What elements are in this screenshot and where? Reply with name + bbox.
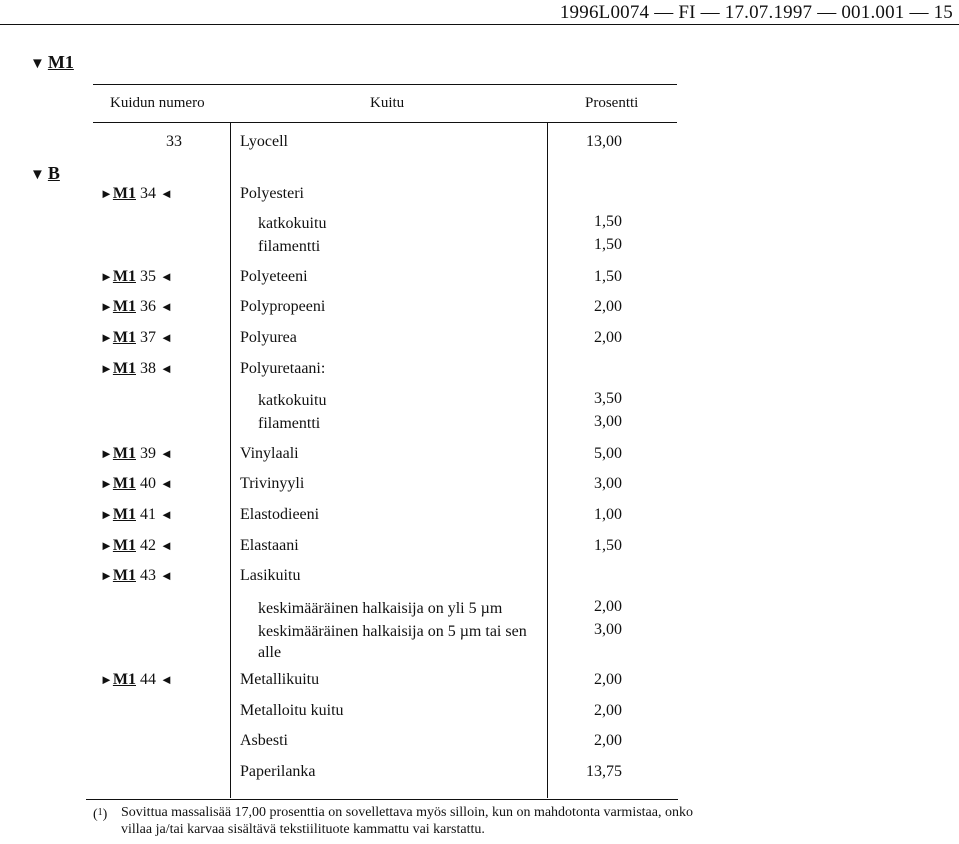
fiber-percent: 1,00	[594, 506, 622, 523]
left-triangle-icon: ◄	[159, 507, 173, 522]
fiber-name: Polyuretaani:	[240, 360, 326, 377]
fiber-number: ►M1 44 ◄	[100, 671, 173, 688]
fiber-subtype: filamentti	[258, 238, 321, 255]
fiber-percent: 2,00	[594, 671, 622, 688]
fiber-name: Polyesteri	[240, 185, 304, 202]
table-top-rule	[93, 84, 677, 85]
fiber-percent: 3,00	[594, 413, 622, 430]
left-triangle-icon: ◄	[159, 299, 173, 314]
fiber-name: Polyeteeni	[240, 268, 308, 285]
fiber-percent: 1,50	[594, 268, 622, 285]
document-header	[0, 0, 959, 25]
left-triangle-icon: ◄	[159, 568, 173, 583]
fiber-subtype: filamentti	[258, 415, 321, 432]
fiber-name: Polypropeeni	[240, 298, 326, 315]
fiber-number: ►M1 40 ◄	[100, 475, 173, 492]
fiber-percent: 3,00	[594, 621, 622, 638]
left-triangle-icon: ◄	[159, 330, 173, 345]
fiber-percent: 1,50	[594, 537, 622, 554]
fiber-percent: 2,00	[594, 598, 622, 615]
fiber-name: Elastodieeni	[240, 506, 320, 523]
left-triangle-icon: ◄	[159, 186, 173, 201]
fiber-number: ►M1 43 ◄	[100, 567, 173, 584]
left-triangle-icon: ◄	[159, 538, 173, 553]
column-header-number: Kuidun numero	[110, 95, 205, 111]
fiber-percent: 3,00	[594, 475, 622, 492]
fiber-number: ►M1 42 ◄	[100, 537, 173, 554]
left-triangle-icon: ◄	[159, 672, 173, 687]
fiber-subtype: katkokuitu	[258, 392, 327, 409]
fiber-percent: 2,00	[594, 298, 622, 315]
fiber-subtype: keskimääräinen halkaisija on 5 µm tai sen alle	[258, 623, 527, 661]
table-header-rule	[93, 122, 677, 123]
amendment-ref: ►M1	[100, 268, 136, 285]
fiber-name: Polyurea	[240, 329, 297, 346]
amendment-ref: ►M1	[100, 671, 136, 688]
amendment-ref: ►M1	[100, 567, 136, 584]
footnote	[93, 804, 693, 838]
fiber-name: Metallikuitu	[240, 671, 320, 688]
left-triangle-icon: ◄	[159, 476, 173, 491]
footnote-mark: ($^1$)	[93, 807, 108, 822]
right-triangle-icon: ►	[100, 476, 113, 491]
left-triangle-icon: ◄	[159, 361, 173, 376]
fiber-subtype: katkokuitu	[258, 215, 327, 232]
fiber-percent: 2,00	[594, 329, 622, 346]
column-header-percent: Prosentti	[585, 95, 639, 111]
right-triangle-icon: ►	[100, 361, 113, 376]
fiber-percent: 3,50	[594, 390, 622, 407]
right-triangle-icon: ►	[100, 186, 113, 201]
fiber-percent: 1,50	[594, 213, 622, 230]
right-triangle-icon: ►	[100, 299, 113, 314]
amendment-ref: ►M1	[100, 298, 136, 315]
fiber-number: ►M1 39 ◄	[100, 445, 173, 462]
amendment-ref: ►M1	[100, 185, 136, 202]
fiber-number: ►M1 37 ◄	[100, 329, 173, 346]
right-triangle-icon: ►	[100, 446, 113, 461]
right-triangle-icon: ►	[100, 672, 113, 687]
amendment-ref: ►M1	[100, 360, 136, 377]
fiber-number: ►M1 36 ◄	[100, 298, 173, 315]
fiber-name: Trivinyyli	[240, 475, 305, 492]
fiber-number: 33	[166, 133, 182, 150]
right-triangle-icon: ►	[100, 269, 113, 284]
left-triangle-icon: ◄	[159, 269, 173, 284]
fiber-percent: 5,00	[594, 445, 622, 462]
right-triangle-icon: ►	[100, 568, 113, 583]
amendment-ref: ►M1	[100, 445, 136, 462]
fiber-percent: 2,00	[594, 732, 622, 749]
fiber-percent: 13,75	[586, 763, 622, 780]
down-triangle-icon: ▼	[30, 56, 45, 72]
fiber-name: Lasikuitu	[240, 567, 301, 584]
column-divider	[230, 122, 231, 798]
fiber-number: ►M1 35 ◄	[100, 268, 173, 285]
down-triangle-icon: ▼	[30, 167, 45, 183]
amendment-ref: ►M1	[100, 329, 136, 346]
right-triangle-icon: ►	[100, 507, 113, 522]
amendment-marker-m1: ▼ M1	[30, 52, 74, 72]
right-triangle-icon: ►	[100, 330, 113, 345]
footnote-text: Sovittua massalisää 17,00 prosenttia on sovellettava myös silloin, kun on mahdotonta varmistaa, onko villaa ja/tai karvaa sisältävä tekstiilituote kammattu vai karstattu.	[121, 805, 693, 837]
fiber-number: ►M1 41 ◄	[100, 506, 173, 523]
amendment-ref: ►M1	[100, 475, 136, 492]
right-triangle-icon: ►	[100, 538, 113, 553]
header-reference: 1996L0074 — FI — 17.07.1997 — 001.001 — 15	[559, 2, 953, 23]
column-header-fiber: Kuitu	[370, 95, 405, 111]
amendment-marker-b: ▼ B	[30, 163, 60, 183]
left-triangle-icon: ◄	[159, 446, 173, 461]
fiber-name: Asbesti	[240, 732, 288, 749]
fiber-percent: 13,00	[586, 133, 622, 150]
fiber-number: ►M1 34 ◄	[100, 185, 173, 202]
amendment-ref: ►M1	[100, 537, 136, 554]
amendment-ref: ►M1	[100, 506, 136, 523]
fiber-percent: 2,00	[594, 702, 622, 719]
column-divider	[547, 122, 548, 798]
fiber-name: Metalloitu kuitu	[240, 702, 344, 719]
fiber-subtype: keskimääräinen halkaisija on yli 5 µm	[258, 600, 503, 617]
footnote-rule	[86, 799, 678, 800]
fiber-number: ►M1 38 ◄	[100, 360, 173, 377]
fiber-name: Vinylaali	[240, 445, 299, 462]
fiber-name: Lyocell	[240, 133, 288, 150]
fiber-name: Paperilanka	[240, 763, 316, 780]
fiber-name: Elastaani	[240, 537, 299, 554]
fiber-percent: 1,50	[594, 236, 622, 253]
